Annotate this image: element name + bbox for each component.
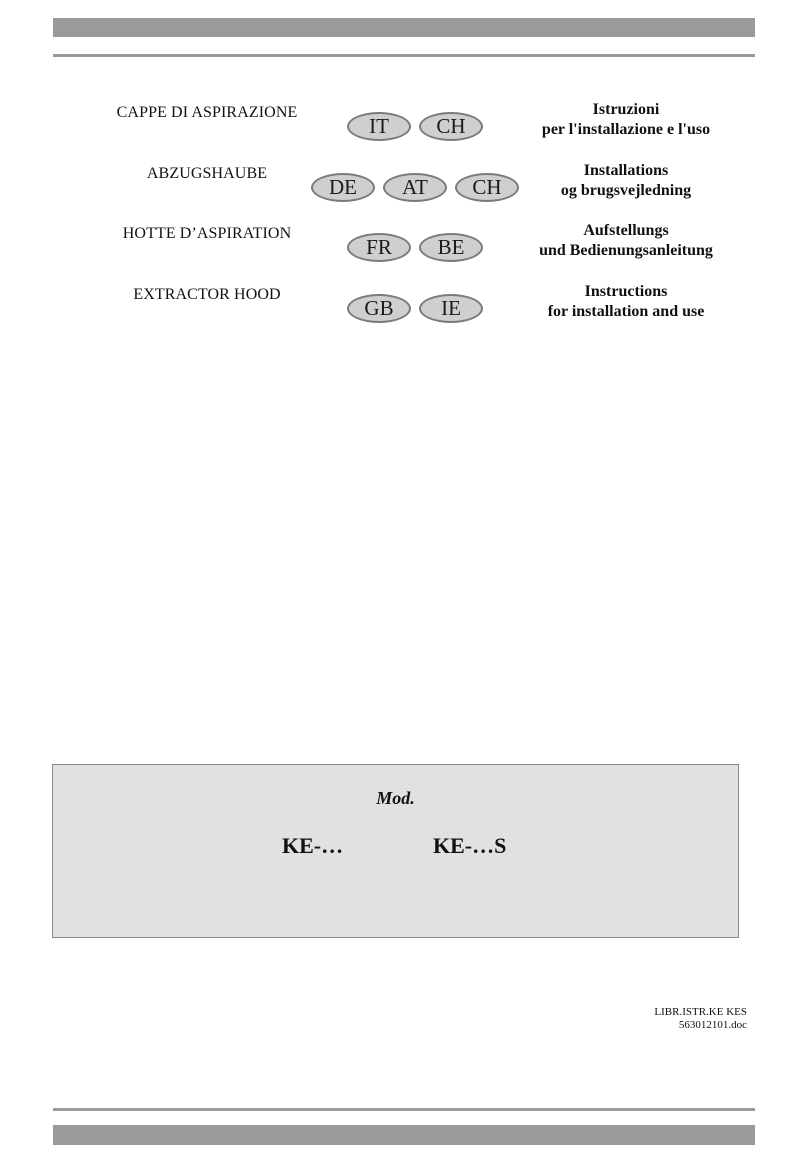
bottom-divider-line	[53, 1108, 755, 1111]
product-name: EXTRACTOR HOOD	[133, 286, 281, 303]
instructions-title	[510, 282, 742, 322]
country-badge: BE	[419, 233, 483, 262]
instructions-line: Installations	[583, 162, 669, 179]
top-divider-line	[53, 54, 755, 57]
instructions-line: Instructions	[584, 283, 668, 300]
instructions-line: Aufstellungs	[583, 222, 669, 239]
country-codes	[300, 294, 530, 323]
model-code: KE-…S	[433, 833, 507, 858]
country-badge: CH	[455, 173, 519, 202]
model-label: Mod.	[376, 788, 415, 808]
instructions-line: per l'installazione e l'uso	[541, 121, 711, 138]
model-code: KE-…	[282, 833, 344, 858]
country-badge: CH	[419, 112, 483, 141]
instructions-title	[510, 100, 742, 140]
bottom-footer-bar	[53, 1125, 755, 1145]
model-box	[52, 764, 739, 938]
document-filename: 563012101.doc	[678, 1019, 747, 1031]
instructions-line: und Bedienungsanleitung	[539, 242, 713, 259]
language-row-english	[0, 278, 808, 328]
top-header-bar	[53, 18, 755, 37]
document-code: LIBR.ISTR.KE KES	[654, 1006, 747, 1018]
product-name: CAPPE DI ASPIRAZIONE	[116, 104, 298, 121]
country-codes	[300, 112, 530, 141]
country-badge: FR	[347, 233, 411, 262]
language-row-italian	[0, 96, 808, 146]
country-badge: AT	[383, 173, 447, 202]
document-reference	[654, 1006, 747, 1032]
country-badge: GB	[347, 294, 411, 323]
language-row-german	[0, 157, 808, 207]
instructions-title	[510, 161, 742, 201]
instructions-line: Istruzioni	[592, 101, 660, 118]
instructions-line: og brugsvejledning	[560, 182, 692, 199]
country-badge: IT	[347, 112, 411, 141]
country-codes	[300, 233, 530, 262]
country-badge: IE	[419, 294, 483, 323]
language-row-french	[0, 217, 808, 267]
country-badge: DE	[311, 173, 375, 202]
instructions-title	[510, 221, 742, 261]
country-codes	[300, 173, 530, 202]
product-name: ABZUGSHAUBE	[146, 165, 268, 182]
product-name: HOTTE D’ASPIRATION	[122, 225, 292, 242]
instructions-line: for installation and use	[547, 303, 705, 320]
